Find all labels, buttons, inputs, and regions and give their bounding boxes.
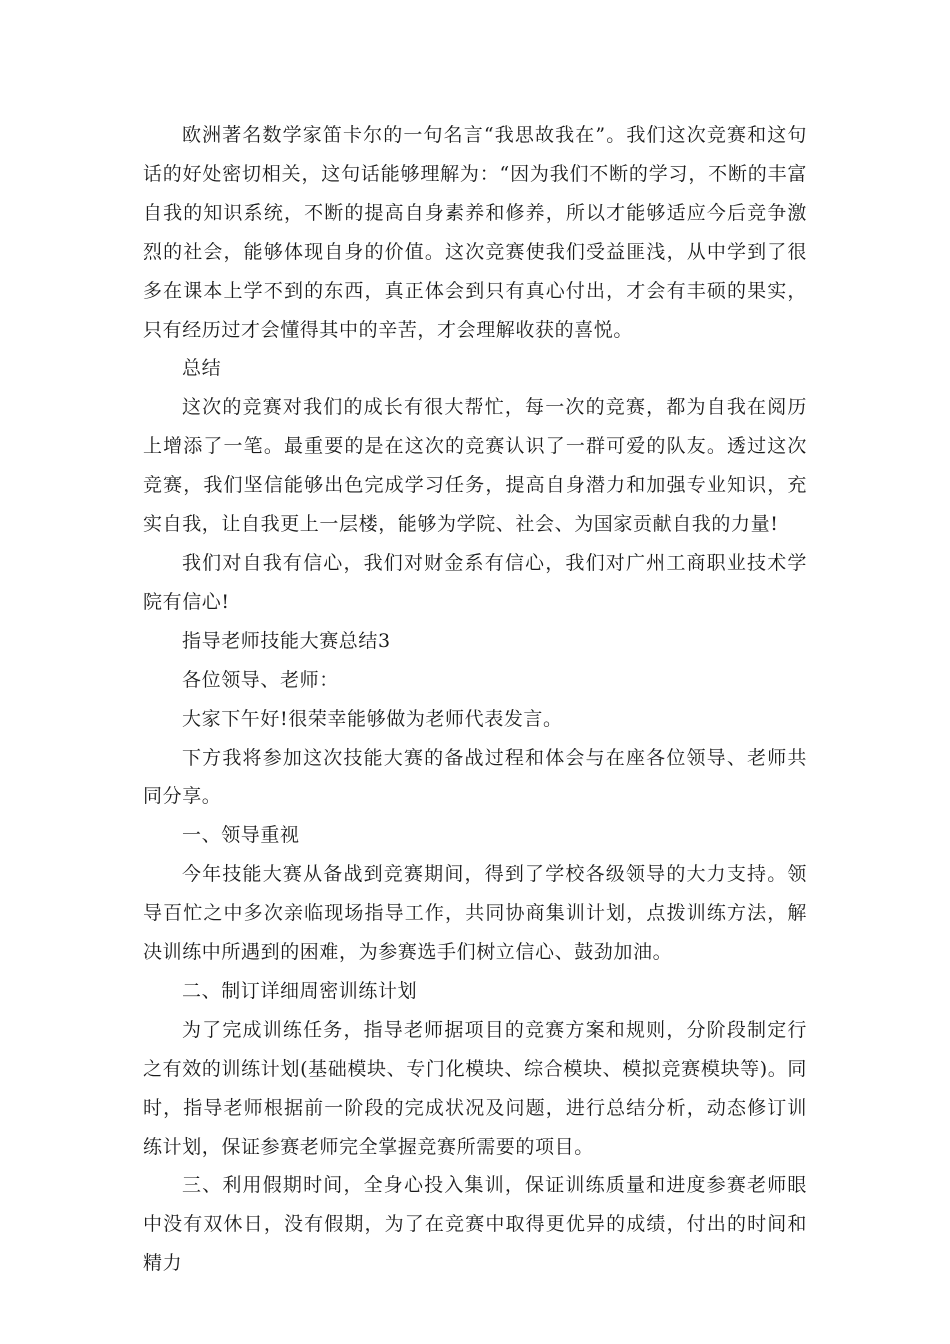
- paragraph-descartes: 欧洲著名数学家笛卡尔的一句名言“我思故我在”。我们这次竞赛和这句话的好处密切相关，这句话能够理解为：“因为我们不断的学习，不断的丰富自我的知识系统，不断的提高自身素养和修养，所以才能够适应今后竞争激烈的社会，能够体现自身的价值。这次竞赛使我们受益匪浅，从中学到了很多在课本上学不到的东西，真正体会到只有真心付出，才会有丰硕的果实，只有经历过才会懂得其中的辛苦，才会理解收获的喜悦。: [143, 124, 807, 341]
- paragraph-holiday-training: 三、利用假期时间，全身心投入集训，保证训练质量和进度参赛老师眼中没有双休日，没有假期，为了在竞赛中取得更优异的成绩，付出的时间和精力: [143, 1174, 807, 1275]
- paragraph-greeting: 大家下午好!很荣幸能够做为老师代表发言。: [182, 707, 563, 730]
- paragraph-confidence: 我们对自我有信心，我们对财金系有信心，我们对广州工商职业技术学院有信心!: [143, 551, 807, 613]
- paragraph-intro: 下方我将参加这次技能大赛的备战过程和体会与在座各位领导、老师共同分享。: [143, 746, 807, 808]
- heading-leadership: 一、领导重视: [182, 824, 300, 847]
- document-body: [143, 116, 807, 1283]
- heading-section-3: 指导老师技能大赛总结3: [182, 629, 391, 652]
- heading-summary: 总结: [182, 357, 222, 380]
- paragraph-leadership: 今年技能大赛从备战到竞赛期间，得到了学校各级领导的大力支持。领导百忙之中多次亲临现场指导工作，共同协商集训计划，点拨训练方法，解决训练中所遇到的困难，为参赛选手们树立信心、鼓劲加油。: [143, 863, 807, 964]
- paragraph-training-plan: 为了完成训练任务，指导老师据项目的竞赛方案和规则，分阶段制定行之有效的训练计划(基础模块、专门化模块、综合模块、模拟竞赛模块等)。同时，指导老师根据前一阶段的完成状况及问题，进行总结分析，动态修订训练计划，保证参赛老师完全掌握竞赛所需要的项目。: [143, 1018, 807, 1158]
- salutation: 各位领导、老师：: [182, 668, 339, 691]
- paragraph-growth: 这次的竞赛对我们的成长有很大帮忙，每一次的竞赛，都为自我在阅历上增添了一笔。最重要的是在这次的竞赛认识了一群可爱的队友。透过这次竞赛，我们坚信能够出色完成学习任务，提高自身潜力和加强专业知识，充实自我，让自我更上一层楼，能够为学院、社会、为国家贡献自我的力量!: [143, 396, 807, 536]
- heading-training-plan: 二、制订详细周密训练计划: [182, 979, 418, 1002]
